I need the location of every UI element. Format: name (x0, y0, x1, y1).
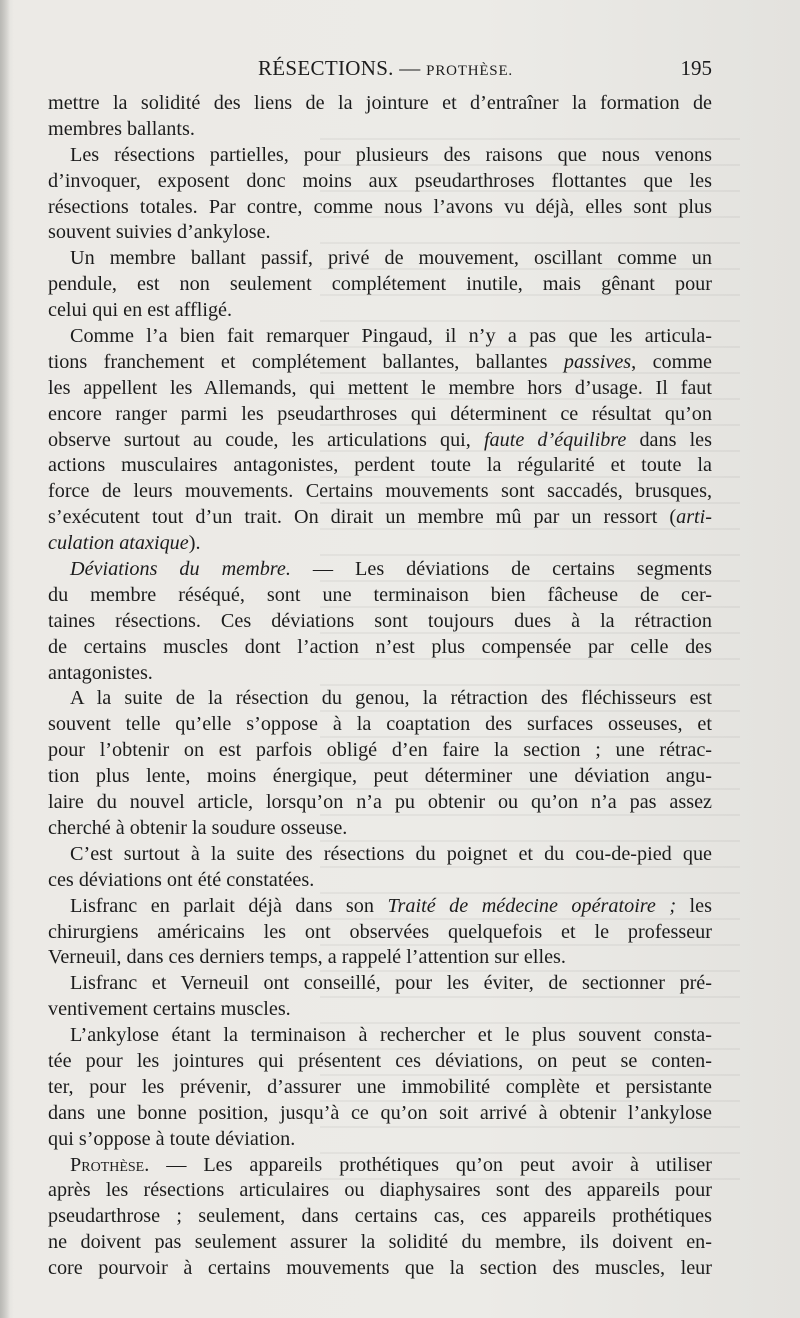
text-run: ter, pour les prévenir, d’assurer une immobilité complète et persistante (48, 1075, 712, 1098)
running-head-subsection: PROTHÈSE. (426, 63, 513, 79)
text-line (48, 583, 712, 609)
text-line (48, 894, 712, 920)
running-head (258, 56, 513, 81)
text-line (48, 997, 712, 1023)
section-heading: Prothèse. (70, 1153, 150, 1176)
text-line (48, 324, 712, 350)
text-line (48, 428, 712, 454)
italic-run: Traité de médecine opératoire ; (387, 894, 677, 917)
text-run-after: — Les déviations de certains segments (290, 558, 712, 581)
text-run: core pourvoir à certains mouvements que la section des muscles, leur (48, 1257, 712, 1280)
text-run-after: ). (188, 532, 201, 555)
text-run: Verneuil, dans ces derniers temps, a rappelé l’attention sur elles. (48, 946, 566, 969)
text-run: tée pour les jointures qui présentent ces déviations, on peut se conten- (48, 1049, 712, 1072)
text-line (48, 143, 712, 169)
text-line (48, 246, 712, 272)
text-run: encore ranger parmi les pseudarthroses qui déterminent ce résultat qu’on (48, 402, 712, 425)
page-number: 195 (680, 56, 712, 80)
text-line (48, 1153, 712, 1179)
text-run: laire du nouvel article, lorsqu’on n’a pu obtenir ou qu’on n’a pas assez (48, 791, 712, 814)
italic-run: Déviations du membre. (70, 558, 291, 581)
text-run: ventivement certains muscles. (48, 998, 291, 1021)
text-line (48, 376, 712, 402)
running-head-dash: — (399, 56, 421, 80)
text-line (48, 764, 712, 790)
text-line (48, 1178, 712, 1204)
text-line (48, 557, 712, 583)
text-line (48, 1127, 712, 1153)
text-run: celui qui en est affligé. (48, 299, 233, 322)
text-line (48, 868, 712, 894)
text-run: de certains muscles dont l’action n’est plus compensée par celle des (48, 635, 712, 658)
text-run: Lisfranc en parlait déjà dans son (70, 894, 388, 917)
text-line (48, 1023, 712, 1049)
text-run: taines résections. Ces déviations sont toujours dues à la rétraction (48, 609, 712, 632)
text-run: les appellent les Allemands, qui mettent le membre hors d’usage. Il faut (48, 376, 712, 399)
text-run: A la suite de la résection du genou, la rétraction des fléchisseurs est (70, 687, 712, 710)
text-run: ne doivent pas seulement assurer la solidité du membre, ils doivent en- (48, 1231, 712, 1254)
text-run-after: — Les appareils prothétiques qu’on peut avoir à utiliser (149, 1153, 712, 1176)
text-line (48, 1256, 712, 1282)
text-run-after: , comme (631, 350, 712, 373)
text-line (48, 686, 712, 712)
text-run: mettre la solidité des liens de la jointure et d’entraîner la formation de (48, 92, 712, 114)
text-run: résections totales. Par contre, comme nous l’avons vu déjà, elles sont plus (48, 195, 712, 218)
text-run: membres ballants. (48, 117, 195, 140)
text-run: tion plus lente, moins énergique, peut déterminer une déviation angu- (48, 765, 712, 788)
italic-run: culation ataxique (48, 532, 189, 555)
text-run: pendule, est non seulement complétement inutile, mais gênant pour (48, 273, 712, 296)
text-line (48, 661, 712, 687)
text-run: pseudarthrose ; seulement, dans certains cas, ces appareils prothétiques (48, 1205, 712, 1228)
text-line (48, 402, 712, 428)
text-line (48, 91, 712, 117)
text-run: cherché à obtenir la soudure osseuse. (48, 816, 348, 839)
text-run: antagonistes. (48, 661, 153, 684)
text-line (48, 479, 712, 505)
text-run: tions franchement et complétement ballantes, ballantes (48, 350, 564, 373)
text-line (48, 1075, 712, 1101)
text-line (48, 738, 712, 764)
text-line (48, 117, 712, 143)
text-run: actions musculaires antagonistes, perdent toute la régularité et toute la (48, 454, 712, 477)
text-line (48, 920, 712, 946)
text-line (48, 635, 712, 661)
italic-run: passives (563, 350, 632, 373)
text-run: du membre réséqué, sont une terminaison bien fâcheuse de cer- (48, 583, 712, 606)
text-line (48, 790, 712, 816)
text-run: dans une bonne position, jusqu’à ce qu’on soit arrivé à obtenir l’ankylose (48, 1101, 712, 1124)
text-run: Les résections partielles, pour plusieurs des raisons que nous venons (70, 143, 712, 166)
page-header (48, 56, 712, 86)
italic-run: faute d’équilibre (483, 428, 627, 451)
text-run: L’ankylose étant la terminaison à rechercher et le plus souvent consta- (70, 1024, 712, 1047)
text-line (48, 816, 712, 842)
text-line (48, 1230, 712, 1256)
text-run: chirurgiens américains les ont observées quelquefois et le professeur (48, 920, 712, 943)
page-fold-shadow (0, 0, 10, 1318)
text-line (48, 505, 712, 531)
text-run: C’est surtout à la suite des résections du poignet et du cou-de-pied que (70, 842, 712, 865)
text-line (48, 220, 712, 246)
italic-run: arti- (676, 506, 712, 529)
text-line (48, 712, 712, 738)
text-run-after: dans les (626, 428, 712, 451)
text-line (48, 350, 712, 376)
text-line (48, 169, 712, 195)
text-run: souvent suivies d’ankylose. (48, 221, 271, 244)
text-run: d’invoquer, exposent donc moins aux pseudarthroses flottantes que les (48, 169, 712, 192)
text-run: Lisfranc et Verneuil ont conseillé, pour les éviter, de sectionner pré- (70, 972, 712, 995)
text-line (48, 272, 712, 298)
text-run: qui s’oppose à toute déviation. (48, 1127, 296, 1150)
text-run-after: les (676, 894, 712, 917)
text-run: s’exécutent tout d’un trait. On dirait un membre mû par un ressort ( (48, 506, 677, 529)
text-line (48, 971, 712, 997)
text-line (48, 531, 712, 557)
text-run: observe surtout au coude, les articulations qui, (48, 428, 484, 451)
text-run: Comme l’a bien fait remarquer Pingaud, il n’y a pas que les articula- (70, 325, 712, 348)
text-line (48, 609, 712, 635)
text-line (48, 453, 712, 479)
text-line (48, 1049, 712, 1075)
text-run: souvent telle qu’elle s’oppose à la coaptation des surfaces osseuses, et (48, 713, 712, 736)
text-run: ces déviations ont été constatées. (48, 868, 315, 891)
text-line (48, 195, 712, 221)
text-line (48, 1101, 712, 1127)
text-line (48, 945, 712, 971)
text-line (48, 842, 712, 868)
running-head-title: RÉSECTIONS. (258, 56, 394, 80)
body-text (48, 91, 712, 1282)
text-line (48, 1204, 712, 1230)
text-line (48, 298, 712, 324)
text-run: Un membre ballant passif, privé de mouvement, oscillant comme un (70, 247, 712, 270)
text-run: pour l’obtenir on est parfois obligé d’en faire la section ; une rétrac- (48, 739, 712, 762)
text-run: après les résections articulaires ou diaphysaires sont des appareils pour (48, 1179, 712, 1202)
text-run: force de leurs mouvements. Certains mouvements sont saccadés, brusques, (48, 480, 712, 503)
